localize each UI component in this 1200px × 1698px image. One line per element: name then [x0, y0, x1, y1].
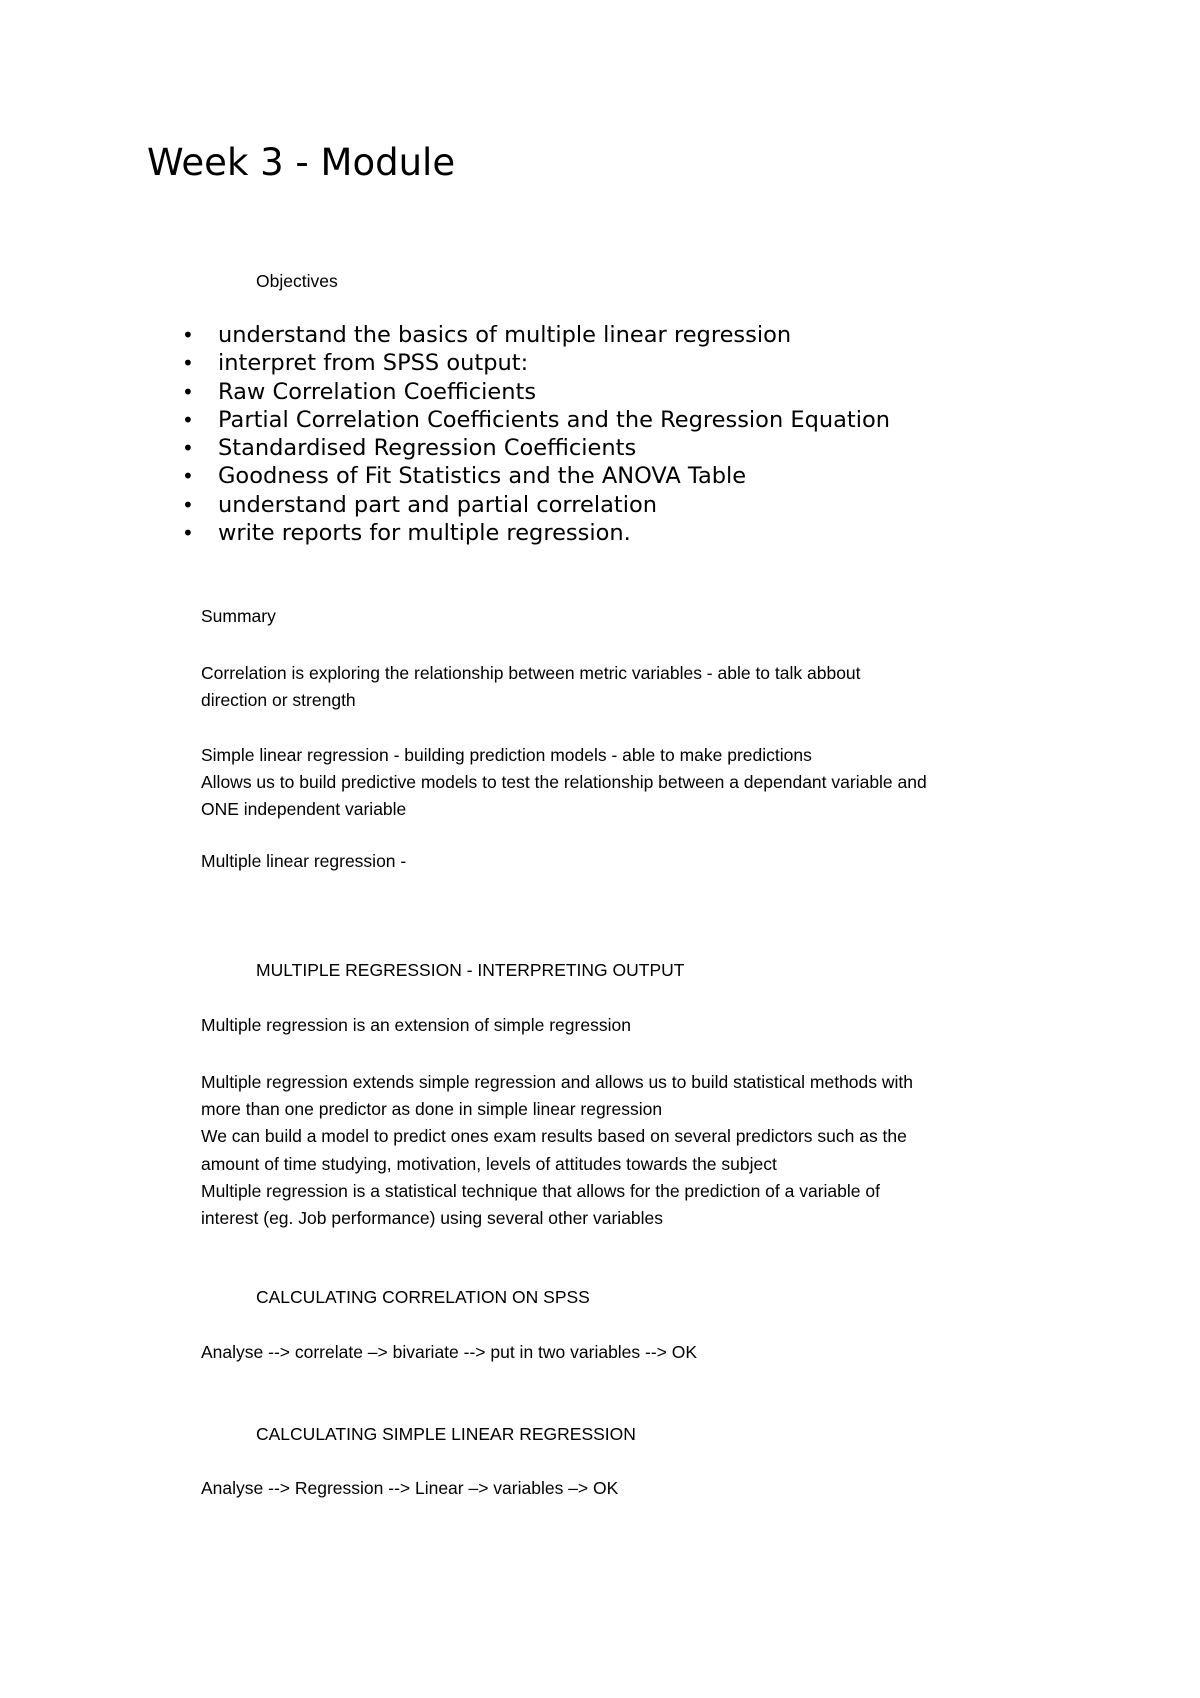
list-item: • write reports for multiple regression.	[182, 520, 631, 547]
bullet-icon: •	[182, 351, 194, 376]
summary-heading: Summary	[201, 606, 276, 626]
objectives-list	[180, 321, 890, 547]
interpreting-details: Multiple regression extends simple regression and allows us to build statistical methods with more than one predictor as done in simple linear regression We can build a model to predict ones exam results based on several predictors such as the amount of time studying, motivation, levels of attitudes towards the subject Multiple regression is a statistical technique that allows for the prediction of a variable of interest (eg. Job performance) using several other variables	[201, 1072, 914, 1228]
correlation-spss-heading: CALCULATING CORRELATION ON SPSS	[256, 1287, 590, 1307]
simple-regression-spss-heading: CALCULATING SIMPLE LINEAR REGRESSION	[256, 1424, 636, 1444]
bullet-icon: •	[182, 407, 194, 432]
list-item: • understand the basics of multiple linear regression	[182, 322, 792, 348]
list-item: • Standardised Regression Coefficients	[182, 435, 637, 462]
page-title: Week 3 - Module	[147, 141, 456, 184]
correlation-spss-steps: Analyse --> correlate –> bivariate --> put in two variables --> OK	[201, 1342, 698, 1362]
simple-regression-paragraph: Simple linear regression - building prediction models - able to make predictions Allows us to build predictive models to test the relationship between a dependant variable and ONE independent variable	[201, 745, 927, 820]
bullet-icon: •	[182, 492, 194, 517]
interpreting-intro: Multiple regression is an extension of simple regression	[201, 1015, 631, 1035]
bullet-icon: •	[182, 464, 194, 489]
list-item: • Partial Correlation Coefficients and the Regression Equation	[182, 406, 891, 433]
bullet-icon: •	[182, 379, 194, 404]
list-item: • interpret from SPSS output:	[182, 350, 529, 377]
list-item: • Raw Correlation Coefficients	[182, 378, 537, 405]
bullet-icon: •	[182, 436, 194, 461]
bullet-icon: •	[182, 521, 194, 546]
simple-regression-spss-steps: Analyse --> Regression --> Linear –> variables –> OK	[201, 1478, 619, 1498]
correlation-paragraph: Correlation is exploring the relationship between metric variables - able to talk abbout direction or strength	[201, 663, 861, 711]
interpreting-output-heading: MULTIPLE REGRESSION - INTERPRETING OUTPUT	[256, 960, 685, 980]
list-item: • understand part and partial correlation	[182, 491, 658, 518]
objectives-heading: Objectives	[256, 271, 338, 291]
multiple-regression-line: Multiple linear regression -	[201, 851, 407, 871]
bullet-icon: •	[182, 323, 194, 347]
list-item: • Goodness of Fit Statistics and the ANOVA Table	[182, 463, 747, 490]
